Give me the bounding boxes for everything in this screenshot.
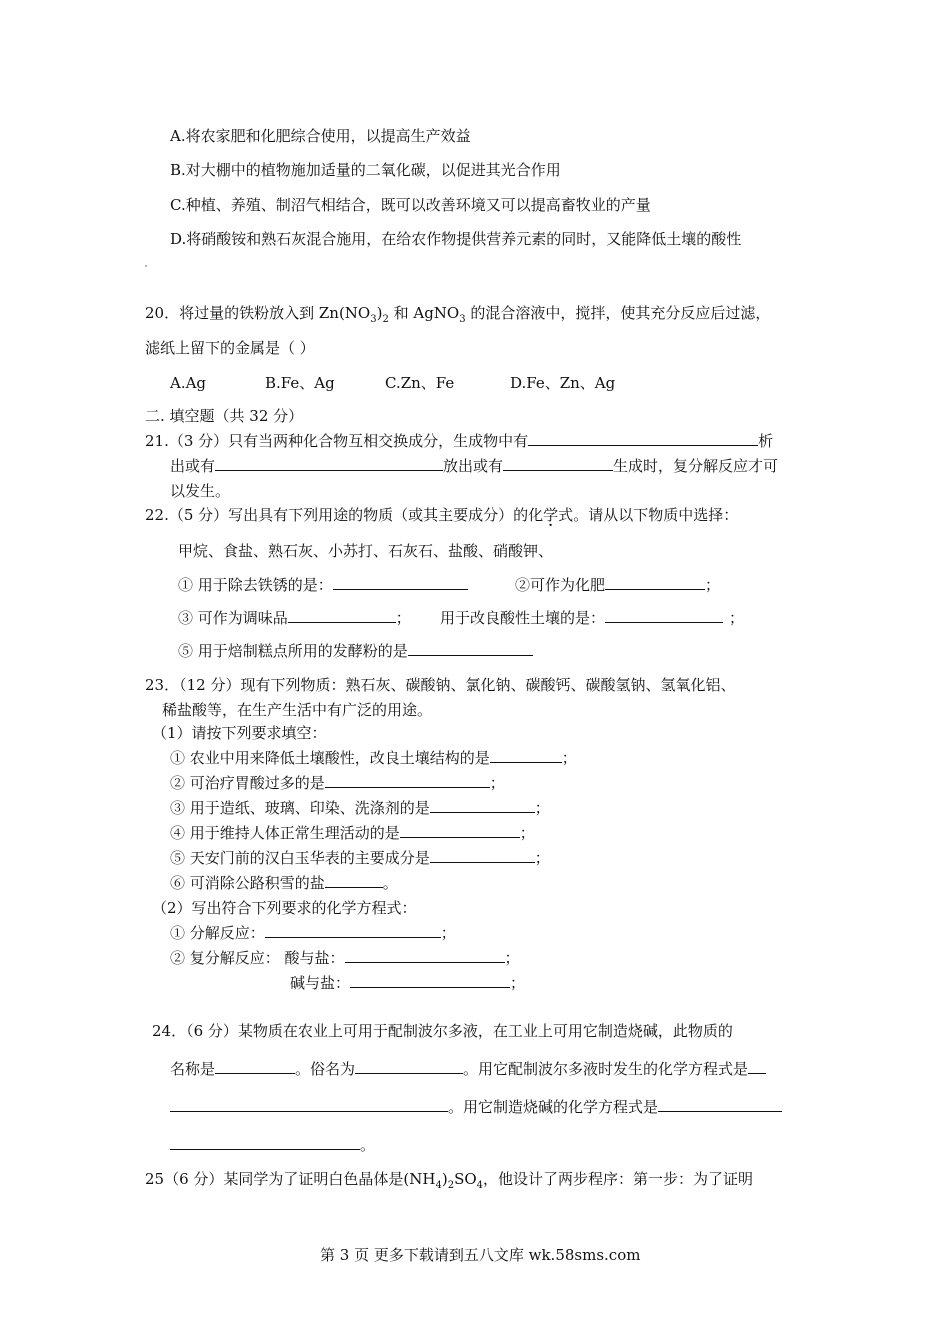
answer-blank[interactable] — [170, 1097, 448, 1112]
answer-blank[interactable] — [528, 431, 758, 446]
answer-blank[interactable] — [400, 823, 520, 838]
answer-blank[interactable] — [430, 798, 535, 813]
answer-blank[interactable] — [215, 456, 443, 471]
answer-blank[interactable] — [215, 1059, 295, 1074]
q23-part1: （1）请按下列要求填空： — [152, 724, 327, 742]
answer-blank[interactable] — [605, 608, 723, 623]
scan-speck — [145, 265, 147, 267]
q23-item-5: ⑤ 天安门前的汉白玉华表的主要成分是 ； — [170, 849, 550, 867]
q19-option-c: C.种植、养殖、制沼气相结合，既可以改善环境又可以提高畜牧业的产量 — [170, 196, 651, 214]
q20-stem-line2: 滤纸上留下的金属是（ ） — [145, 339, 315, 357]
q23-part2: （2）写出符合下列要求的化学方程式： — [152, 899, 417, 917]
q24-line2: 名称是 。俗名为 。用它配制波尔多液时发生的化学方程式是 — [170, 1059, 766, 1079]
q23-eq-3: 碱与盐： ； — [290, 974, 526, 992]
q20-option-b: B.Fe、Ag — [265, 374, 335, 392]
emphasis-dots: 化学式 — [528, 506, 574, 524]
q23-item-1: ① 农业中用来降低土壤酸性，改良土壤结构的是 ； — [170, 749, 577, 767]
answer-blank[interactable] — [430, 848, 535, 863]
answer-blank[interactable] — [503, 456, 613, 471]
q19-option-d: D.将硝酸铵和熟石灰混合施用，在给农作物提供营养元素的同时，又能降低土壤的酸性 — [170, 230, 742, 248]
answer-blank[interactable] — [748, 1059, 766, 1074]
q22-substance-list: 甲烷、食盐、熟石灰、小苏打、石灰石、盐酸、硝酸钾、 — [178, 542, 554, 560]
answer-blank[interactable] — [605, 575, 705, 590]
q23-item-4: ④ 用于维持人体正常生理活动的是 ； — [170, 824, 535, 842]
answer-blank[interactable] — [333, 575, 468, 590]
q22-item-2: ②可作为化肥 ； — [515, 576, 721, 594]
q23-eq-1: ① 分解反应： ； — [170, 924, 456, 942]
answer-blank[interactable] — [170, 1135, 360, 1150]
q25-stem: 25（6 分）某同学为了证明白色晶体是$(NH_4)_2SO_4$，他设计了两步程序：第一步：为了证明 — [145, 1170, 754, 1191]
answer-blank[interactable] — [490, 748, 562, 763]
q23-item-6: ⑥ 可消除公路积雪的盐 。 — [170, 874, 398, 892]
q21-line1: 21.（3 分）只有当两种化合物互相交换成分，生成物中有 析 — [145, 432, 774, 450]
answer-blank[interactable] — [350, 973, 510, 988]
page-footer: 第 3 页 更多下载请到五八文库 wk.58sms.com — [320, 1246, 641, 1264]
answer-blank[interactable] — [325, 873, 383, 888]
q22-stem: 22.（5 分）写出具有下列用途的物质（或其主要成分）的化学式。请从以下物质中选择： — [145, 506, 739, 524]
q23-item-3: ③ 用于造纸、玻璃、印染、洗涤剂的是 ； — [170, 799, 550, 817]
q20-option-d: D.Fe、Zn、Ag — [510, 374, 616, 392]
q23-stem-line2: 稀盐酸等，在生产生活中有广泛的用途。 — [162, 701, 433, 719]
answer-blank[interactable] — [345, 948, 505, 963]
q23-stem-line1: 23．（12 分）现有下列物质：熟石灰、碳酸钠、氯化钠、碳酸钙、碳酸氢钠、氢氧化铝、 — [145, 676, 736, 694]
q20-option-a: A.Ag — [170, 374, 207, 392]
q23-eq-2: ② 复分解反应： 酸与盐： ； — [170, 949, 520, 967]
q22-item-4: 用于改良酸性土壤的是： ； — [440, 609, 745, 627]
q24-line3: 。用它制造烧碱的化学方程式是 — [170, 1097, 782, 1117]
q22-item-1: ① 用于除去铁锈的是： — [178, 575, 468, 595]
answer-blank[interactable] — [288, 608, 396, 623]
q21-line3: 以发生。 — [170, 482, 231, 500]
q22-item-5: ⑤ 用于焙制糕点所用的发酵粉的是 — [178, 641, 533, 661]
q21-line2: 出或有 放出或有 生成时，复分解反应才可 — [170, 457, 779, 475]
q24-line4: 。 — [170, 1135, 375, 1155]
q23-item-2: ② 可治疗胃酸过多的是 ； — [170, 774, 505, 792]
answer-blank[interactable] — [408, 641, 533, 656]
q19-option-a: A.将农家肥和化肥综合使用，以提高生产效益 — [170, 127, 471, 145]
answer-blank[interactable] — [325, 773, 490, 788]
q22-item-3: ③ 可作为调味品 ； — [178, 609, 411, 627]
q24-line1: 24．（6 分）某物质在农业上可用于配制波尔多液，在工业上可用它制造烧碱，此物质的 — [152, 1022, 733, 1040]
answer-blank[interactable] — [265, 923, 441, 938]
q19-option-b: B.对大棚中的植物施加适量的二氧化碳，以促进其光合作用 — [170, 161, 561, 179]
q20-option-c: C.Zn、Fe — [385, 374, 455, 392]
answer-blank[interactable] — [658, 1097, 782, 1112]
q20-stem: 20．将过量的铁粉放入到 $Zn(NO_3)_2$ 和 AgNO$_3$ 的混合溶液中，搅拌，使其充分反应后过滤， — [145, 304, 771, 325]
answer-blank[interactable] — [355, 1059, 463, 1074]
section-heading: 二. 填空题（共 32 分） — [145, 407, 304, 425]
